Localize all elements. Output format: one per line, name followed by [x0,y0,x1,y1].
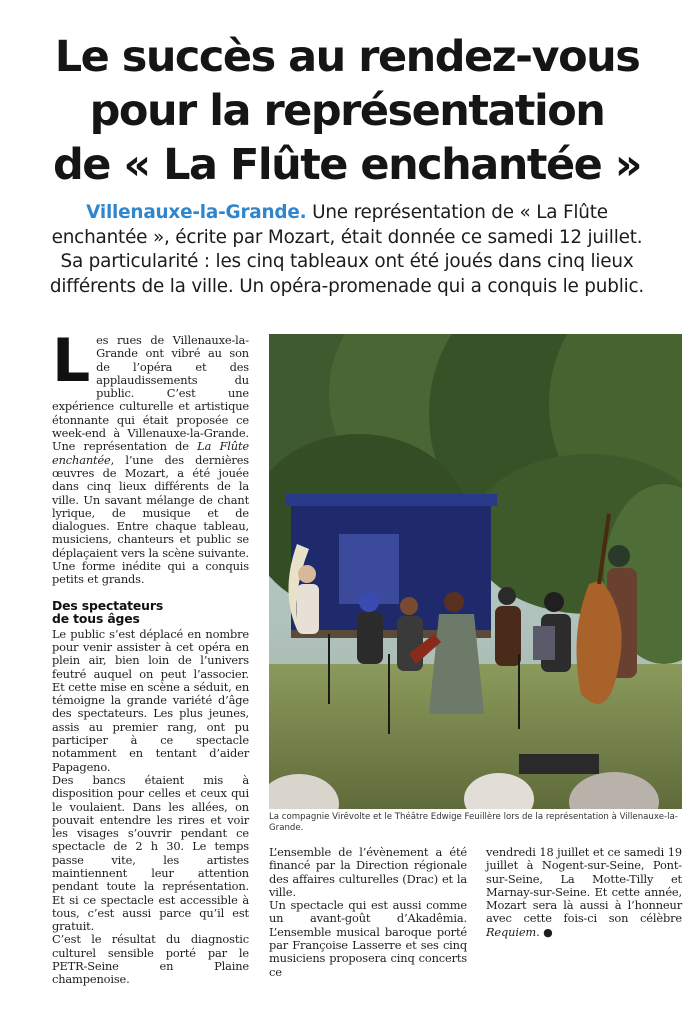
subhead-line-1: Des spectateurs [52,597,164,613]
article-paragraph-4: C’est le résultat du diagnostic culturel sensible porté par le PETR-Seine en Plaine champenoise. [52,932,249,987]
standfirst [14,201,680,299]
intro-text-2: , l’une des dernières œuvres de Mozart, a été jouée dans cinq lieux différents de la ville. Un savant mélange de chant lyrique, de musique et de dialogues. Entre chaque tableau, musiciens, chanteurs et public se déplaçaient vers la scène suivante. Une forme inédite qui a conquis petits et grands. [52,452,249,587]
article-paragraph-5: L’ensemble de l’évènement a été financé par la Direction régionale des affaires culturelles (Drac) et la ville. [269,845,467,899]
end-mark: ● [543,925,553,939]
article-column-2 [269,846,467,979]
standfirst-line-4: différents de la ville. Un opéra-promenade qui a conquis le public. [49,275,645,297]
requiem-italic: Requiem [486,924,537,939]
headline [20,30,674,192]
article-paragraph-7 [486,846,682,939]
article-column-3 [486,846,682,939]
article-paragraph-2: Le public s’est déplacé en nombre pour venir assister à cet opéra en plein air, bien loin de l’univers feutré auquel on peut l’associer. Et cette mise en scène a séduit, en témoigne la grande variété d’âge des spectateurs. Les plus jeunes, assis au premier rang, ont pu participer à ce spectacle notamment en tentant d’aider Papageno. [52,626,249,774]
headline-line-2: pour la représentation [89,86,605,136]
standfirst-line-1: Une représentation de « La Flûte [312,202,608,223]
section-subhead [52,599,249,626]
para7-text-1: vendredi 18 juillet et ce samedi 19 juillet à Nogent-sur-Seine, Pont-sur-Seine, La Motte-Tilly et Marnay-sur-Seine. Et cette année, Mozart sera là aussi à l’honneur avec cette fois-ci son célèbre [486,845,682,926]
article-intro [52,326,249,587]
intro-text-1: es rues de Villenauxe-la-Grande ont vibré au son de l’opéra et des applaudissements du public. C’est une expérience culturelle et artistique étonnante qui était proposée ce week-end à Villenauxe-la-Grande. Une représentation de [52,333,249,454]
standfirst-line-2: enchantée », écrite par Mozart, était donnée ce samedi 12 juillet. [51,226,643,248]
article-paragraph-3: Des bancs étaient mis à disposition pour celles et ceux qui le voulaient. Dans les allées, on pouvait entendre les rires et voir les visages s’ouvrir pendant ce spectacle de 2 h 30. Le temps passe vite, les artistes maintiennent leur attention pendant toute la représentation. Et si ce spectacle est accessible à tous, c’est aussi parce qu’il est gratuit. [52,772,249,934]
article-paragraph-6: Un spectacle qui est aussi comme un avant-goût d’Akadêmia. L’ensemble musical baroque porté par Françoise Lasserre et ses cinq musiciens proposera cinq concerts ce [269,898,467,979]
headline-line-1: Le succès au rendez-vous [54,32,640,82]
subhead-line-2: de tous âges [52,611,140,627]
headline-line-3: de « La Flûte enchantée » [52,140,642,190]
article-column-1 [52,326,249,987]
standfirst-line-3: Sa particularité : les cinq tableaux ont été joués dans cinq lieux [60,251,634,272]
photo-caption: La compagnie Virêvolte et le Théâtre Edwige Feuillère lors de la représentation à Villenauxe-la-Grande. [269,812,678,833]
drop-cap: L [52,326,91,396]
work-title-italic: La Flûte enchantée [52,439,249,467]
dateline-place: Villenauxe-la-Grande. [86,202,307,223]
photo-illustration [269,334,682,809]
para7-text-2: . [536,924,540,939]
performance-photo [269,334,682,809]
